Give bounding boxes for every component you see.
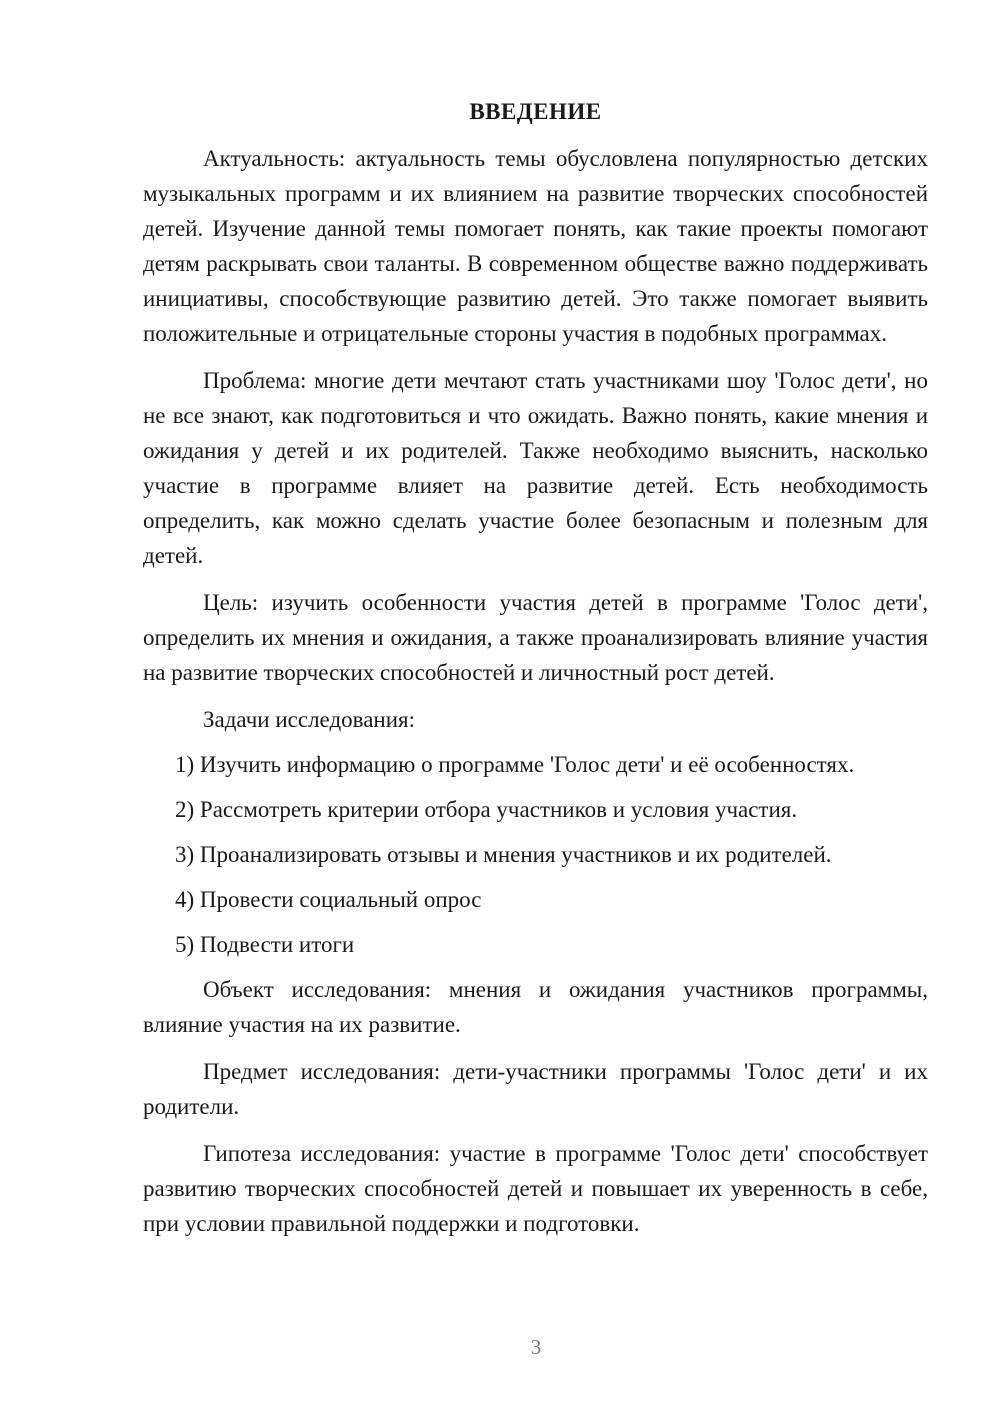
- task-item: 5) Подвести итоги: [175, 932, 355, 957]
- task-item: 1) Изучить информацию о программе 'Голос дети' и её особенностях.: [175, 752, 855, 777]
- hypothesis-paragraph: Гипотеза исследования: участие в программе 'Голос дети' способствует развитию творческих способностей детей и повышает их уверенность в себе, при условии правильной поддержки и подготовки.: [143, 1141, 928, 1236]
- object-paragraph: Объект исследования: мнения и ожидания участников программы, влияние участия на их развитие.: [143, 977, 928, 1037]
- tasks-heading: Задачи исследования:: [203, 707, 416, 732]
- goal-paragraph: Цель: изучить особенности участия детей в программе 'Голос дети', определить их мнения и ожидания, а также проанализировать влияние участия на развитие творческих способностей и личностный рост детей.: [143, 590, 928, 685]
- task-item: 2) Рассмотреть критерии отбора участников и условия участия.: [175, 797, 798, 822]
- page-title: ВВЕДЕНИЕ: [469, 99, 602, 124]
- task-item: 3) Проанализировать отзывы и мнения участников и их родителей.: [175, 842, 832, 867]
- subject-paragraph: Предмет исследования: дети-участники программы 'Голос дети' и их родители.: [143, 1059, 928, 1119]
- problem-paragraph: Проблема: многие дети мечтают стать участниками шоу 'Голос дети', но не все знают, как подготовиться и что ожидать. Важно понять, какие мнения и ожидания у детей и их родителей. Также необходимо выяснить, насколько участие в программе влияет на развитие детей. Есть необходимость определить, как можно сделать участие более безопасным и полезным для детей.: [143, 368, 928, 568]
- page-number: 3: [530, 1335, 542, 1359]
- relevance-paragraph: Актуальность: актуальность темы обусловлена популярностью детских музыкальных программ и их влиянием на развитие творческих способностей детей. Изучение данной темы помогает понять, как такие проекты помогают детям раскрывать свои таланты. В современном обществе важно поддерживать инициативы, способствующие развитию детей. Это также помогает выявить положительные и отрицательные стороны участия в подобных программах.: [143, 146, 928, 346]
- page-content: [143, 94, 928, 1253]
- tasks-list: [143, 747, 928, 962]
- task-item: 4) Провести социальный опрос: [175, 887, 482, 912]
